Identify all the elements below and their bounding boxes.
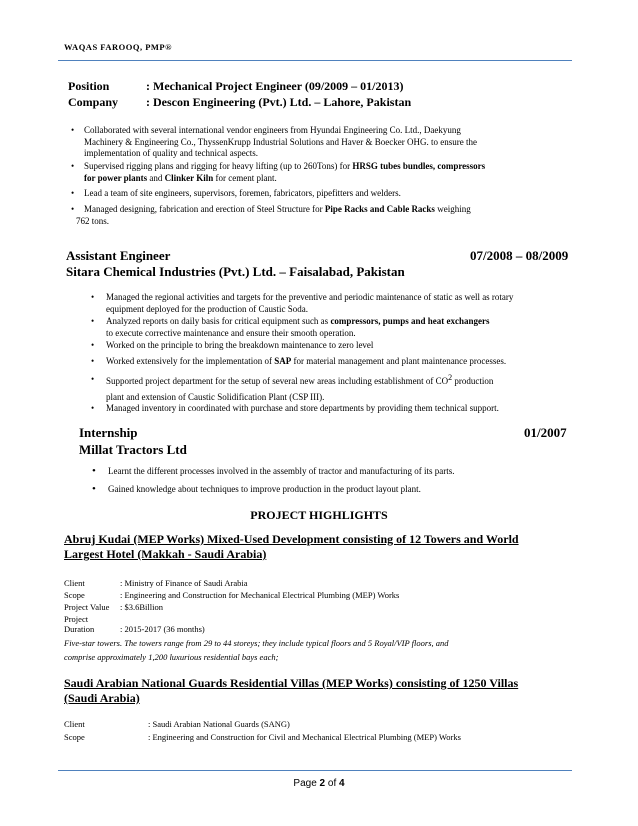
job3-bullet-1: Learnt the different processes involved in the assembly of tractor and manufacturing of its parts. (108, 466, 455, 476)
job1-bullet-1: Collaborated with several international vendor engineers from Hyundai Engineering Co. Ltd., Daekyung Machinery & Engineering Co., ThyssenKrupp Industrial Solutions and Haver & Boecker OHG. to ensure the implementation of quality and technical aspects. (84, 125, 478, 158)
job3-bullet-2: Gained knowledge about techniques to improve production in the product layout plant. (108, 484, 421, 494)
resume-name-header: WAQAS FAROOQ, PMP® (64, 42, 172, 52)
project-1-duration-row: Project Duration : 2015-2017 (36 months) (64, 614, 205, 634)
job1-bullet-2: Supervised rigging plans and rigging for heavy lifting (up to 260Tons) for HRSG tubes bundles, compressors for power plants and Clinker Kiln for cement plant. (84, 161, 486, 183)
job1-bullet-3: Lead a team of site engineers, supervisors, foremen, fabricators, pipefitters and welders. (84, 188, 401, 198)
project-2-title: Saudi Arabian National Guards Residential Villas (MEP Works) consisting of 1250 Villas (Saudi Arabia) (64, 676, 519, 705)
job3-company: Millat Tractors Ltd (79, 442, 187, 457)
bullet-icon: • (71, 188, 75, 198)
project-1-client-row: Client : Ministry of Finance of Saudi Arabia (64, 578, 248, 588)
page-number: Page 2 of 4 (293, 778, 345, 789)
bullet-icon: • (91, 292, 95, 302)
bullet-icon: • (91, 316, 95, 326)
project-1-description: Five-star towers. The towers range from 29 to 44 storeys; they include typical floors and 5 Royal/VIP floors, and comprise approximately 1,200 luxurious residential bays each; (64, 638, 449, 662)
bullet-icon: • (71, 161, 75, 171)
project-1-value-row: Project Value : $3.6Billion (64, 602, 163, 612)
bullet-icon: • (91, 374, 95, 384)
job2-bullet-5: Supported project department for the setup of several new areas including establishment of $CO^2$ production plant and extension of Caustic Solidification Plant (CSP III). (106, 373, 494, 402)
job3-dates: 01/2007 (524, 425, 567, 440)
footer-rule (58, 770, 572, 771)
company-value: : Descon Engineering (Pvt.) Ltd. – Lahore, Pakistan (146, 95, 412, 109)
project-2-client-row: Client : Saudi Arabian National Guards (SANG) (64, 719, 290, 729)
job1-bullet-4-cont: 762 tons. (76, 216, 110, 226)
position-label: Position (68, 79, 110, 93)
job2-bullet-6: Managed inventory in coordinated with purchase and store departments by providing them technical support. (106, 403, 499, 413)
project-1-title: Abruj Kudai (MEP Works) Mixed-Used Development consisting of 12 Towers and World Largest Hotel (Makkah - Saudi Arabia) (64, 532, 519, 561)
bullet-icon: • (92, 465, 96, 477)
bullet-icon: • (91, 356, 95, 366)
job2-dates: 07/2008 – 08/2009 (470, 248, 569, 263)
bullet-icon: • (92, 483, 96, 495)
job2-bullet-2: Analyzed reports on daily basis for critical equipment such as compressors, pumps and heat exchangers to execute corrective maintenance and ensure their smooth operation. (106, 316, 490, 338)
job2-bullet-3: Worked on the principle to bring the breakdown maintenance to zero level (106, 340, 374, 350)
project-1-scope-row: Scope : Engineering and Construction for Mechanical Electrical Plumbing (MEP) Works (64, 590, 400, 600)
company-label: Company (68, 95, 119, 109)
bullet-icon: • (71, 204, 75, 214)
bullet-icon: • (91, 403, 95, 413)
job2-company: Sitara Chemical Industries (Pvt.) Ltd. – Faisalabad, Pakistan (66, 264, 405, 279)
bullet-icon: • (91, 340, 95, 350)
project-2-scope-row: Scope : Engineering and Construction for Civil and Mechanical Electrical Plumbing (MEP) Works (64, 732, 461, 742)
job2-bullet-4: Worked extensively for the implementation of SAP for material management and plant maintenance processes. (106, 356, 507, 366)
job3-title: Internship (79, 425, 138, 440)
header-rule (58, 60, 572, 61)
bullet-icon: • (71, 125, 75, 135)
job2-bullet-1: Managed the regional activities and targets for the preventive and periodic maintenance of static as well as rotary equipment deployed for the production of Caustic Soda. (106, 292, 514, 314)
position-value: : Mechanical Project Engineer (09/2009 – 01/2013) (146, 79, 404, 93)
project-highlights-heading: PROJECT HIGHLIGHTS (250, 508, 388, 522)
job1-bullet-4: Managed designing, fabrication and erection of Steel Structure for Pipe Racks and Cable Racks weighing (84, 204, 471, 214)
job2-title: Assistant Engineer (66, 248, 171, 263)
